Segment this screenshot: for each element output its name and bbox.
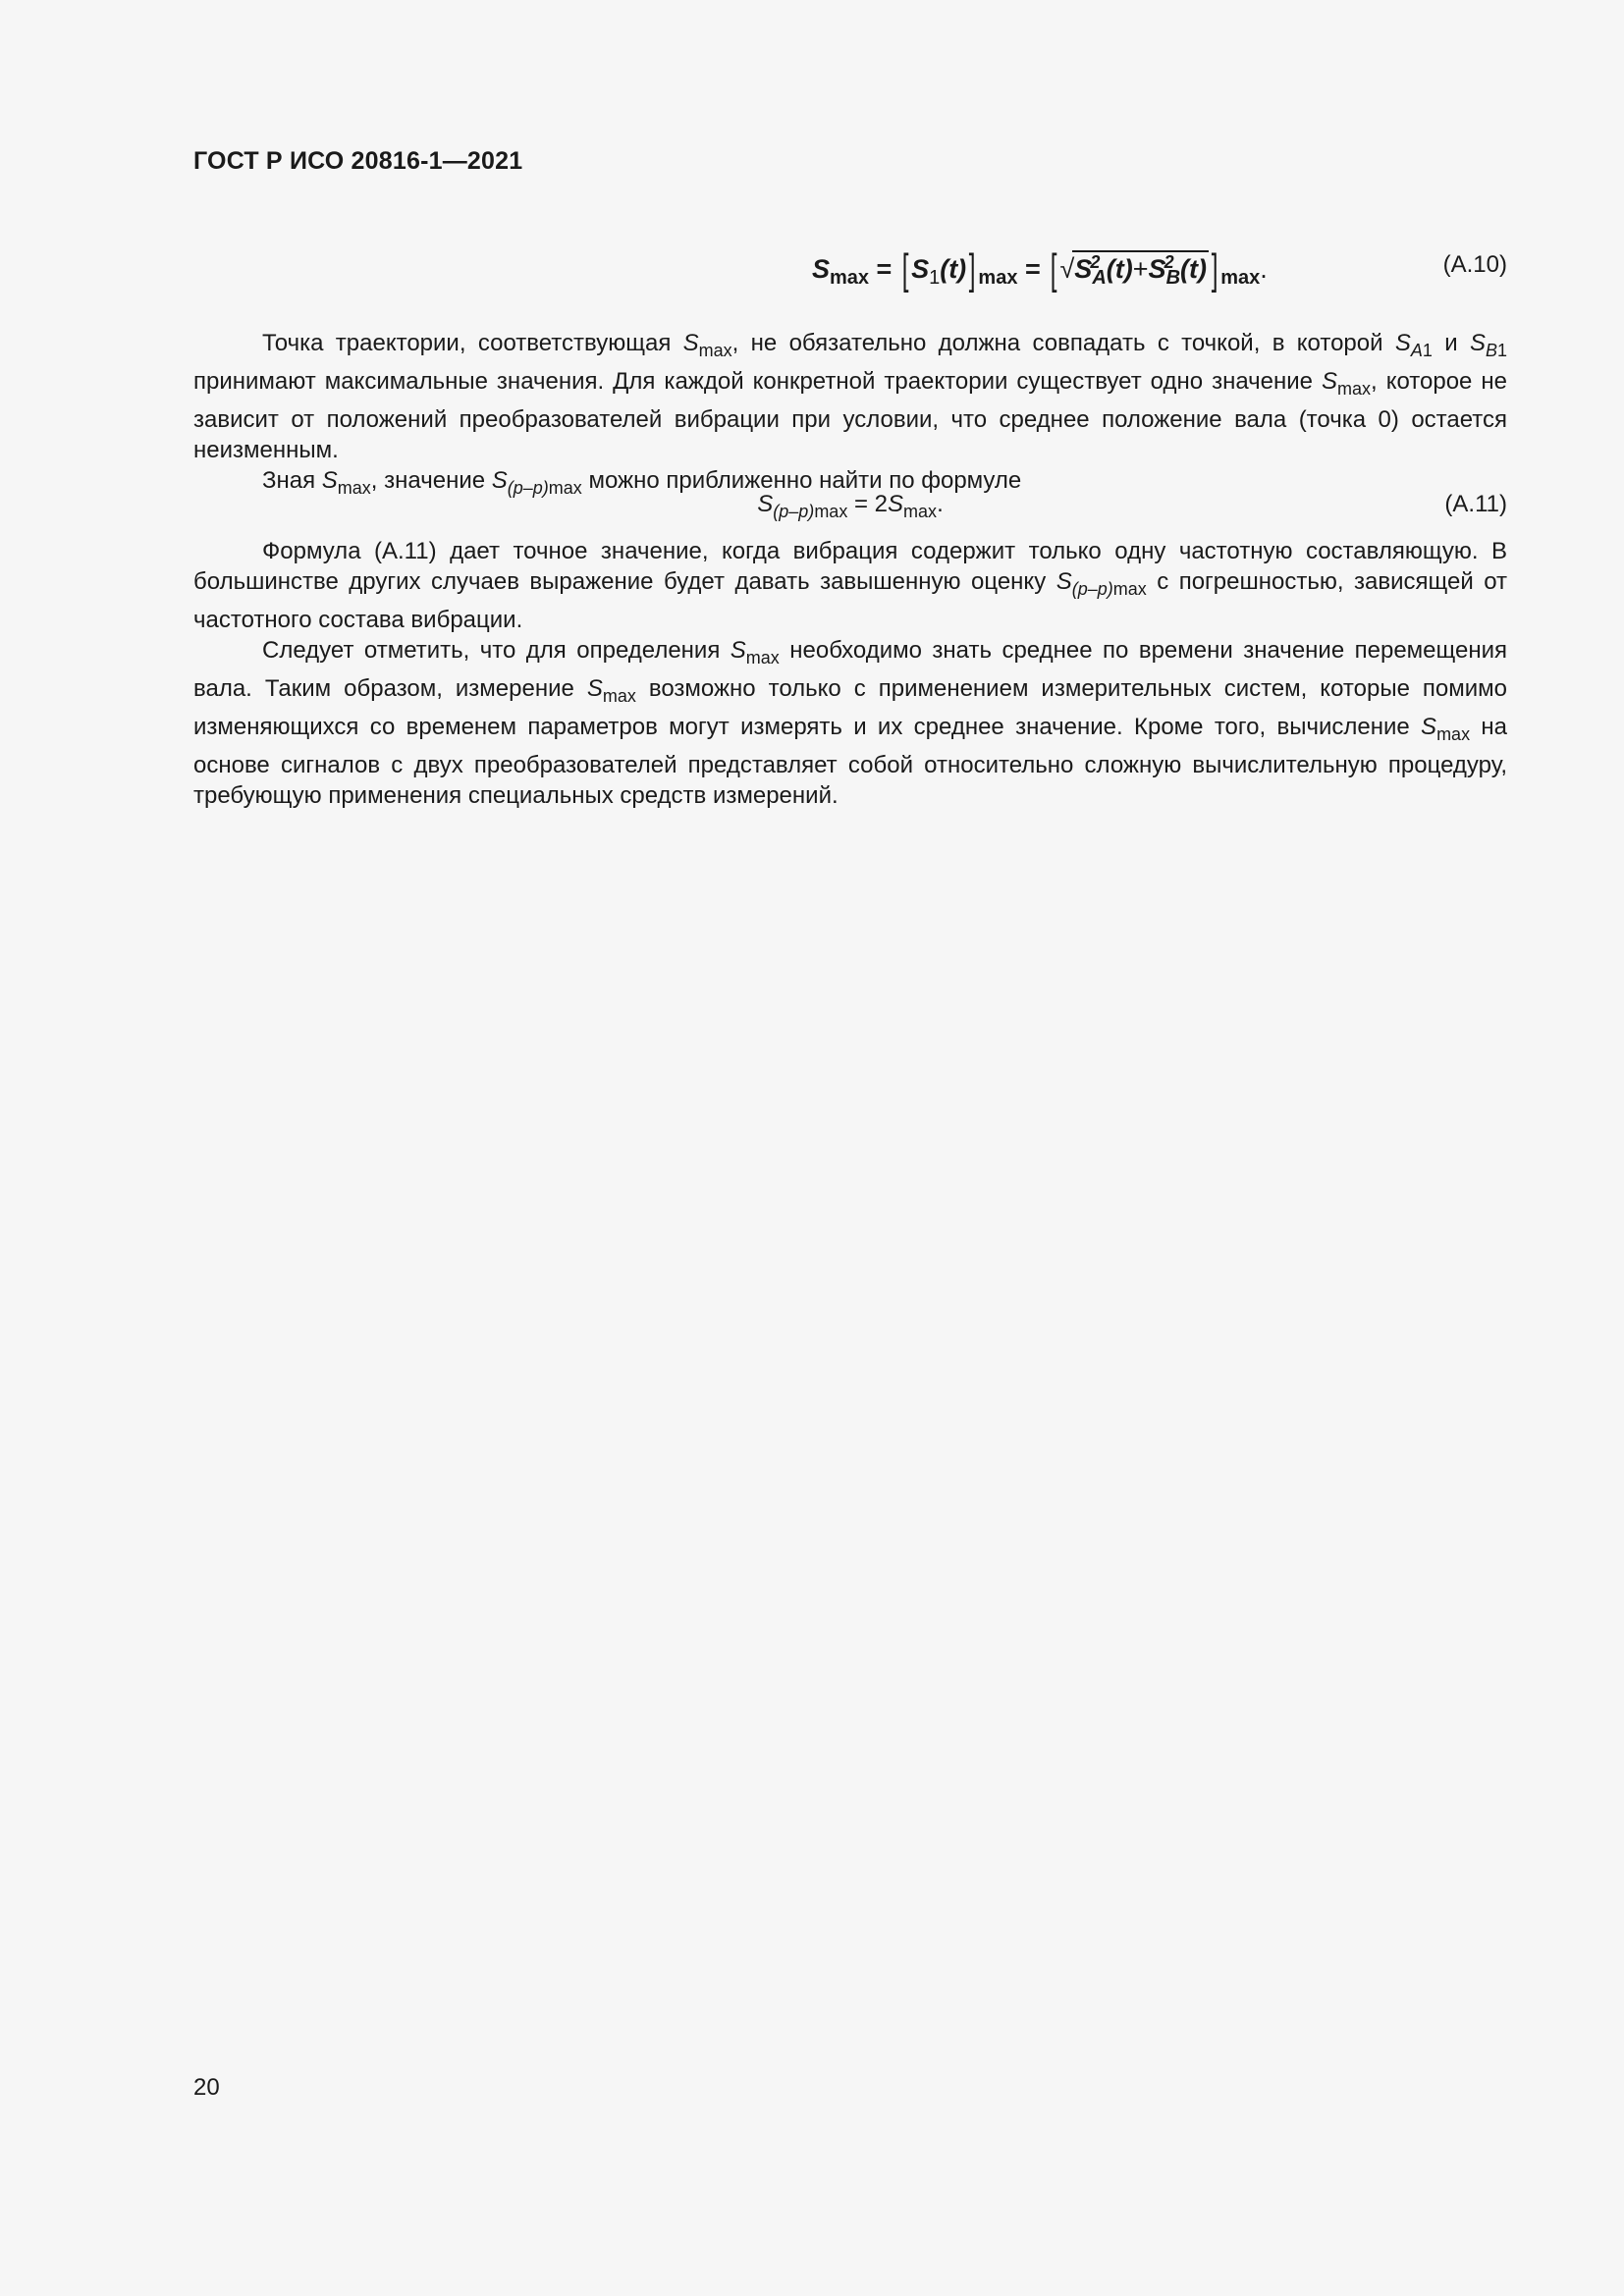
paragraph-1: Точка траектории, соответствующая $S_{max}$, не обязательно должна совпадать с точкой, в которой $S_{A1}$ и $S_{B1}$ принимают максимальные значения. Для каждой конкретной траектории существует одно значение $S_{max}$, которое не зависит от положений преобразователей вибрации при условии, что среднее положение вала (точка 0) остается неизменным. xyxy=(193,330,1507,463)
formula-a10-row xyxy=(193,245,1507,304)
bracket-close: ] xyxy=(968,245,976,294)
paragraph-4: Следует отметить, что для определения $S_{max}$ необходимо знать среднее по времени значение перемещения вала. Таким образом, измерение $S_{max}$ возможно только с применением измерительных систем, которые помимо изменяющихся со временем параметров могут измерять и их среднее значение. Кроме того, вычисление $S_{max}$ на основе сигналов с двух преобразователей представляет собой относительно сложную вычислительную процедуру, требующую применения специальных средств измерений. xyxy=(193,637,1507,809)
body-text-1 xyxy=(193,328,1507,504)
formula-number-a10: (A.10) xyxy=(1442,251,1507,278)
bracket-open-2: [ xyxy=(1050,245,1057,294)
bracket-close-2: ] xyxy=(1211,245,1218,294)
page-number: 20 xyxy=(193,2074,220,2101)
formula-a11-row xyxy=(193,491,1507,526)
paragraph-2: Зная $S_{max}$, значение $S_{(p-p)max}$ можно приближенно найти по формуле xyxy=(262,467,1022,498)
formula-a11: $S_{(p-p)max} = 2S_{max}$. xyxy=(757,491,944,521)
paragraph-3: Формула (A.11) дает точное значение, когда вибрация содержит только одну частотную составляющую. В большинстве других случаев выражение будет давать завышенную оценку $S_{(p-p)max}$ с погрешностью, зависящей от частотного состава вибрации. xyxy=(193,538,1508,633)
document-header: ГОСТ Р ИСО 20816-1—2021 xyxy=(193,147,523,175)
sqrt-content: $S^2_A(t)+S^2_B(t)$ xyxy=(1074,252,1208,289)
sqrt-sign: √ xyxy=(1059,254,1075,284)
bracket-open: [ xyxy=(901,245,909,294)
body-text-2 xyxy=(193,536,1507,811)
formula-a10: $S_{max}$ = [ $S_1(t)$] $_{max}$ = [ $√S^2_A(t)+S^2_B(t)$ ] $_{max}$. xyxy=(812,245,1268,294)
formula-number-a11: (A.11) xyxy=(1444,491,1507,517)
